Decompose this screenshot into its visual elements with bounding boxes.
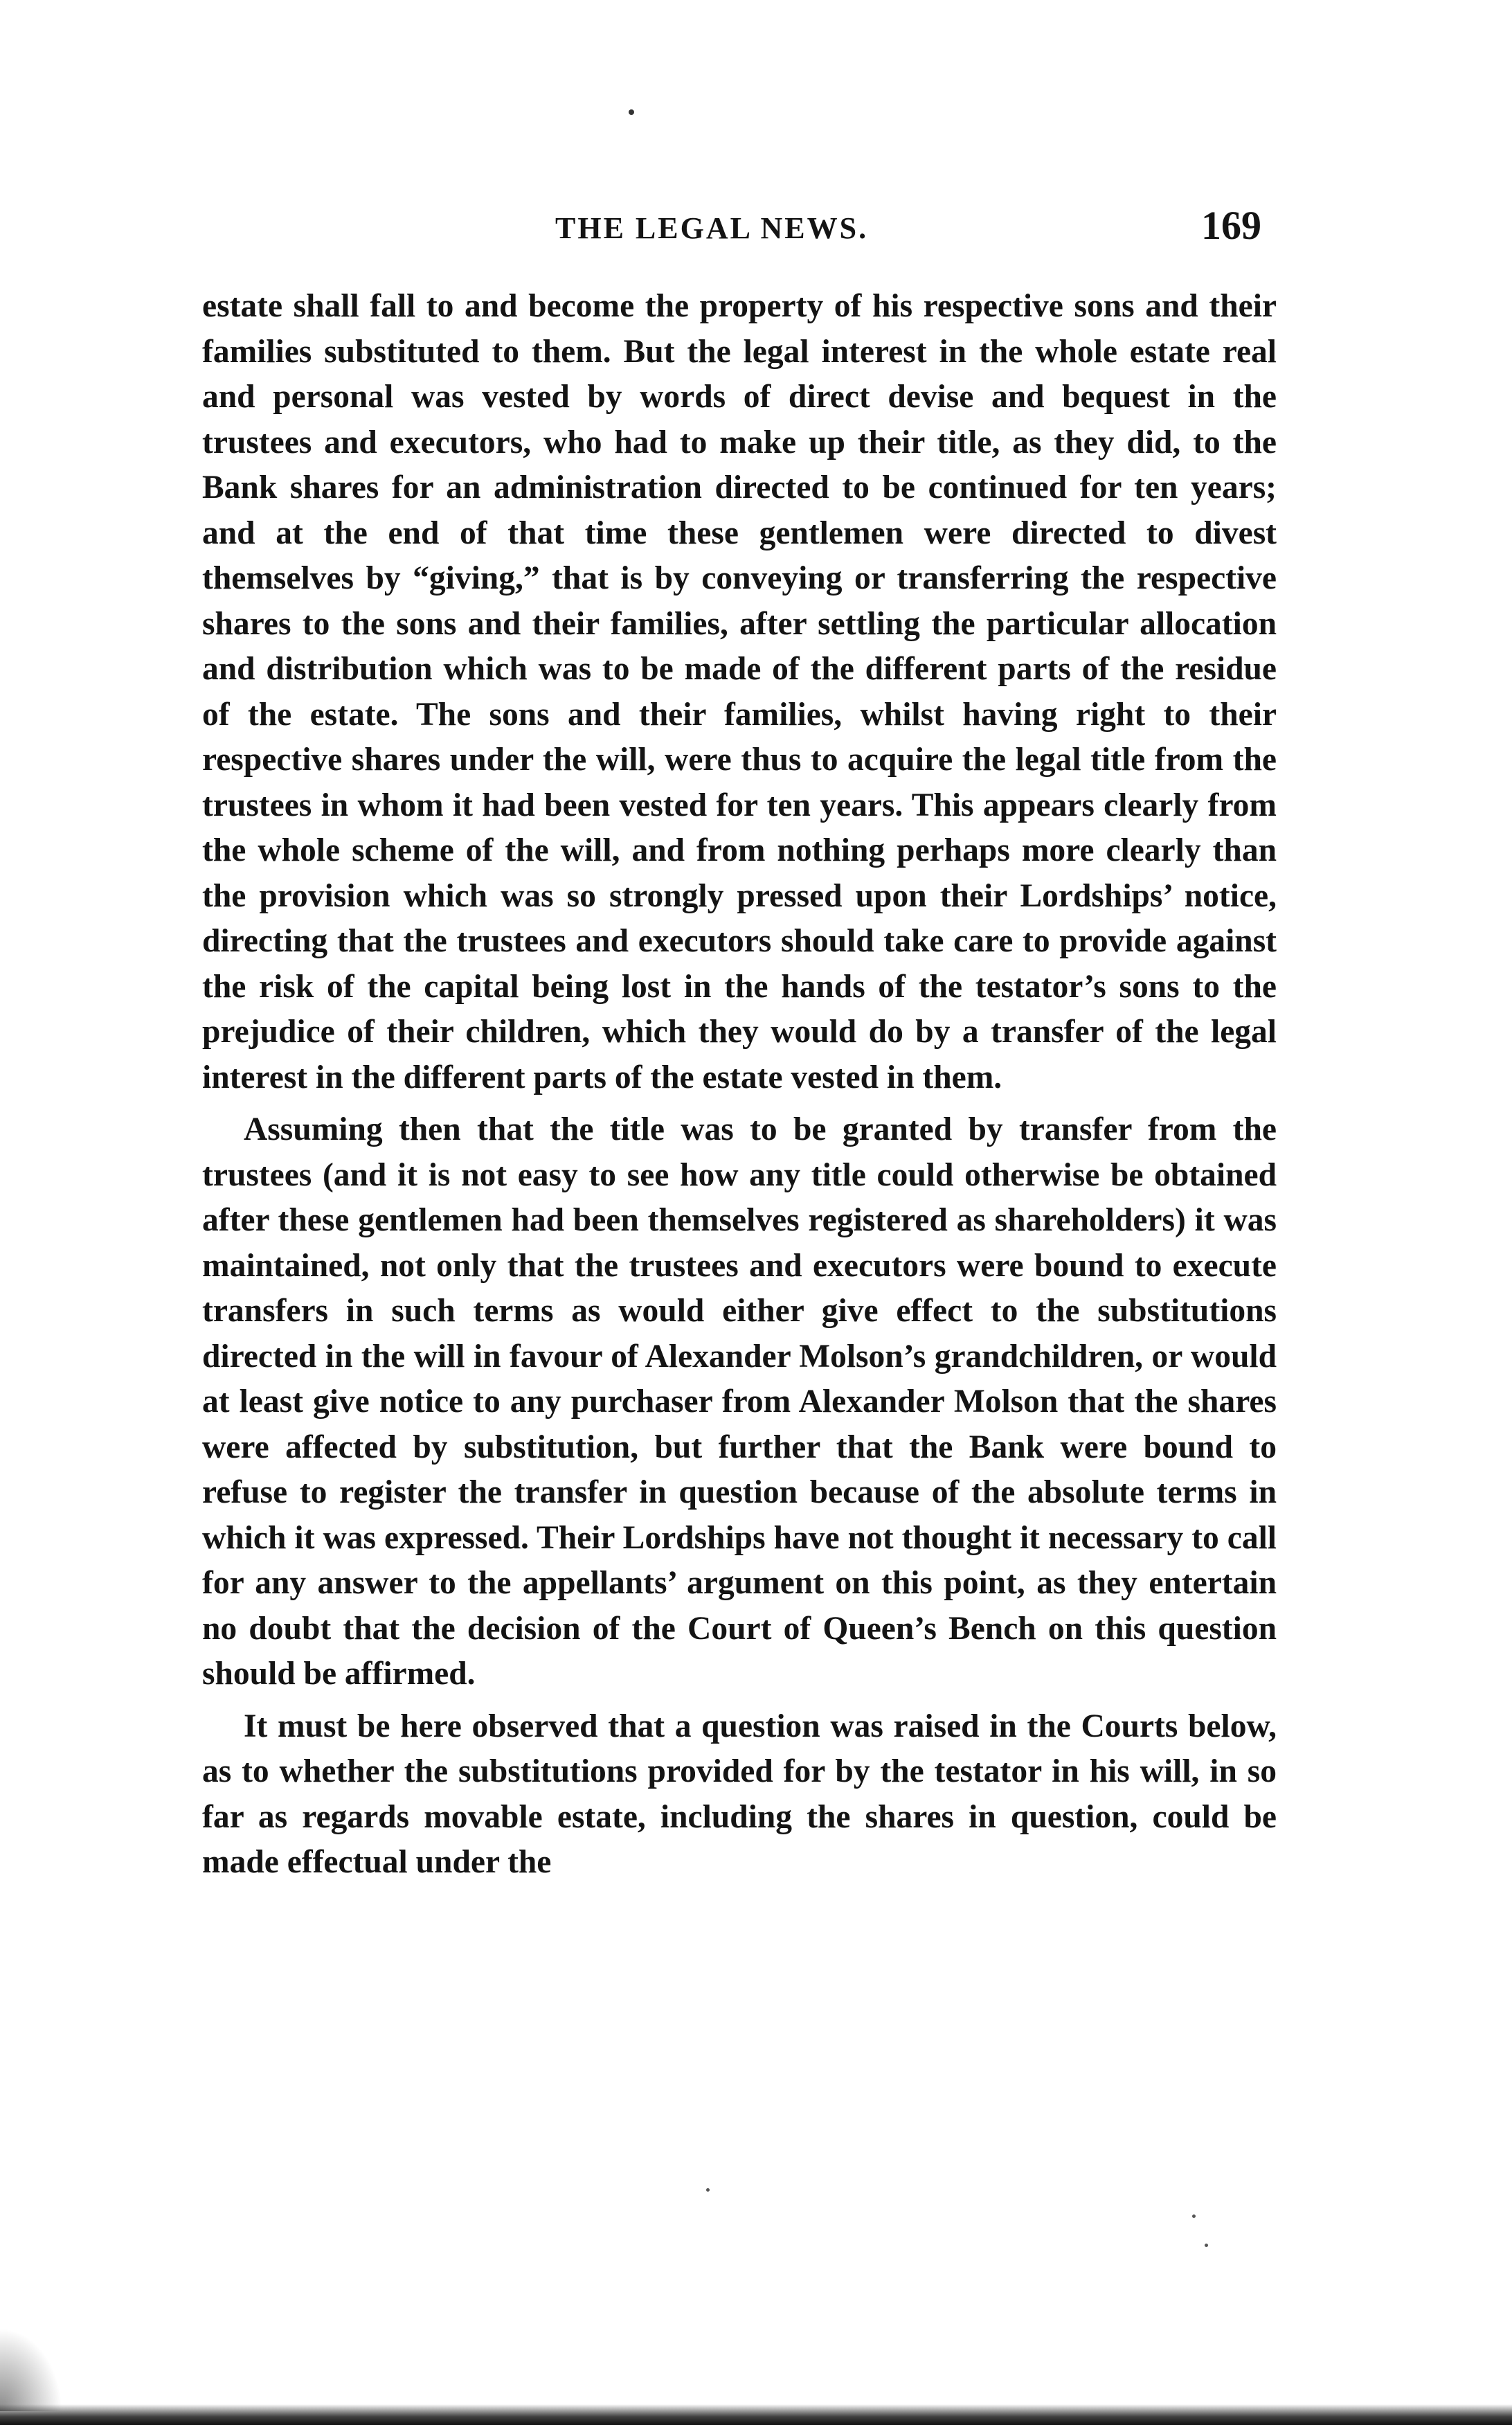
- paper-speck: [1192, 2214, 1196, 2218]
- paragraph-1: estate shall fall to and become the property of his respective sons and their families substituted to them. But the legal interest in the whole estate real and personal was vested by words of direct devise and bequest in the trustees and executors, who had to make up their title, as they did, to the Bank shares for an administration directed to be continued for ten years; and at the end of that time these gentlemen were directed to divest themselves by “giving,” that is by conveying or transferring the respective shares to the sons and their families, after settling the particular allocation and distribution which was to be made of the different parts of the residue of the estate. The sons and their families, whilst having right to their respective shares under the will, were thus to acquire the legal title from the trustees in whom it had been vested for ten years. This appears clearly from the whole scheme of the will, and from nothing perhaps more clearly than the provision which was so strongly pressed upon their Lordships’ notice, directing that the trustees and executors should take care to provide against the risk of the capital being lost in the hands of the testator’s sons to the prejudice of their children, which they would do by a transfer of the legal interest in the different parts of the estate vested in them.: [202, 288, 1277, 1095]
- paper-speck: [1205, 2244, 1208, 2247]
- paper-speck: [706, 2188, 710, 2192]
- stray-ink-dot: [629, 109, 634, 115]
- page-header: [202, 202, 1277, 258]
- page-corner-shadow: [0, 2328, 62, 2411]
- paragraph-3: It must be here observed that a question was raised in the Courts below, as to whether the substitutions provided for by the testator in his will, in so far as regards movable estate, including the shares in question, could be made effectual under the: [202, 1708, 1277, 1880]
- paragraph-2: Assuming then that the title was to be granted by transfer from the trustees (and it is not easy to see how any title could otherwise be obtained after these gentlemen had been themselves registered as shareholders) it was maintained, not only that the trustees and executors were bound to execute transfers in such terms as would either give effect to the substitutions directed in the will in favour of Alexander Molson’s grandchildren, or would at least give notice to any purchaser from Alexander Molson that the shares were affected by substitution, but further that the Bank were bound to refuse to register the transfer in question because of the absolute terms in which it was expressed. Their Lordships have not thought it necessary to call for any answer to the appellants’ argument on this point, as they entertain no doubt that the decision of the Court of Queen’s Bench on this question should be affirmed.: [202, 1111, 1277, 1692]
- page-number: 169: [1201, 203, 1261, 248]
- running-head: THE LEGAL NEWS.: [555, 211, 869, 245]
- page-bottom-edge-shadow: [0, 2404, 1512, 2425]
- body-text: [202, 284, 1277, 1886]
